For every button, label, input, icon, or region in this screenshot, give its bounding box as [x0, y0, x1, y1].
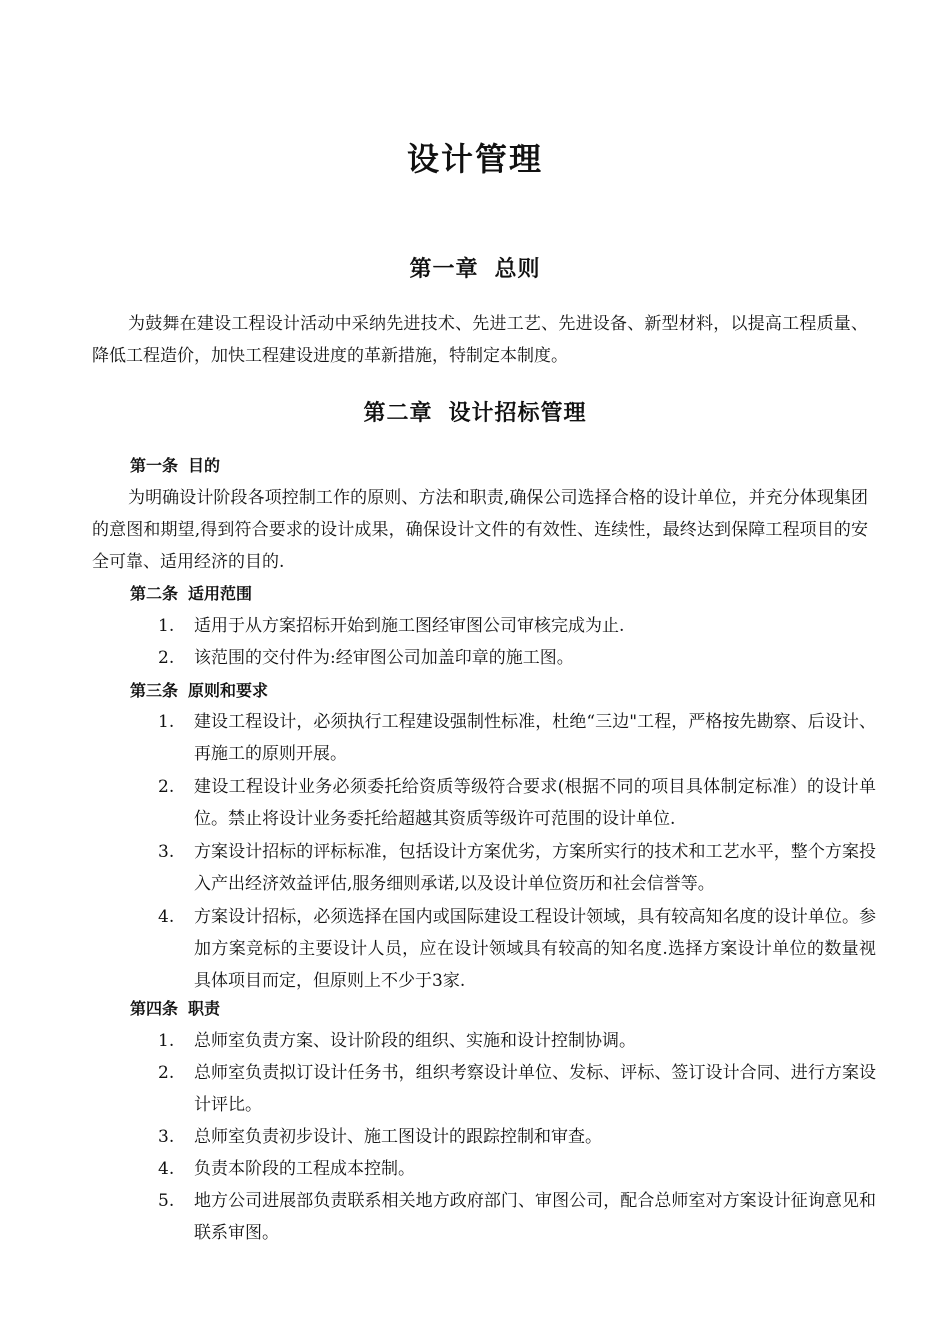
list-item-text: 建设工程设计，必须执行工程建设强制性标准，杜绝“三边"工程，严格按先勘察、后设计、再施工的原则开展。	[194, 712, 876, 764]
article-2-name: 适用范围	[188, 584, 253, 603]
chapter-1-paragraph: 为鼓舞在建设工程设计活动中采纳先进技术、先进工艺、先进设备、新型材料，以提高工程质量、降低工程造价，加快工程建设进度的革新措施，特制定本制度。	[92, 314, 868, 366]
list-item-number: 5.	[158, 1191, 175, 1211]
article-2-list	[158, 610, 876, 674]
list-item-number: 4.	[158, 1159, 175, 1179]
chapter-1-heading	[0, 253, 950, 285]
chapter-1-name: 总则	[494, 256, 541, 282]
list-item-text: 该范围的交付件为:经审图公司加盖印章的施工图。	[194, 648, 574, 668]
article-1-label: 第一条	[130, 456, 179, 475]
list-item	[158, 642, 876, 674]
list-item-text: 总师室负责方案、设计阶段的组织、实施和设计控制协调。	[194, 1031, 636, 1051]
list-item-text: 方案设计招标的评标标准，包括设计方案优劣，方案所实行的技术和工艺水平，整个方案投入产出经济效益评估,服务细则承诺,以及设计单位资历和社会信誉等。	[194, 842, 876, 894]
document-title: 设计管理	[406, 140, 543, 178]
article-4-label: 第四条	[130, 999, 179, 1018]
list-item-text: 负责本阶段的工程成本控制。	[194, 1159, 415, 1179]
list-item-number: 2.	[158, 777, 175, 797]
list-item-number: 3.	[158, 842, 175, 862]
article-3-list	[158, 706, 876, 998]
list-item-number: 1.	[158, 616, 175, 636]
list-item	[158, 610, 876, 642]
article-1-name: 目的	[188, 456, 221, 475]
list-item	[158, 1057, 876, 1121]
list-item-text: 建设工程设计业务必须委托给资质等级符合要求(根据不同的项目具体制定标准）的设计单位。禁止将设计业务委托给超越其资质等级许可范围的设计单位.	[194, 777, 876, 829]
list-item	[158, 1185, 876, 1249]
list-item-number: 2.	[158, 648, 175, 668]
article-3-label: 第三条	[130, 681, 179, 700]
chapter-2-heading	[0, 397, 950, 429]
list-item	[158, 706, 876, 770]
list-item-text: 总师室负责初步设计、施工图设计的跟踪控制和审查。	[194, 1127, 602, 1147]
list-item-text: 总师室负责拟订设计任务书，组织考察设计单位、发标、评标、签订设计合同、进行方案设计评比。	[194, 1063, 876, 1115]
list-item-number: 1.	[158, 712, 175, 732]
list-item-number: 1.	[158, 1031, 175, 1051]
list-item-number: 4.	[158, 907, 175, 927]
list-item-number: 2.	[158, 1063, 175, 1083]
article-2-label: 第二条	[130, 584, 179, 603]
list-item-text: 地方公司进展部负责联系相关地方政府部门、审图公司，配合总师室对方案设计征询意见和联系审图。	[194, 1191, 876, 1243]
article-4-name: 职责	[188, 999, 221, 1018]
list-item	[158, 1121, 876, 1153]
article-4-list	[158, 1025, 876, 1249]
list-item	[158, 1153, 876, 1185]
list-item	[158, 836, 876, 900]
list-item-text: 适用于从方案招标开始到施工图经审图公司审核完成为止.	[194, 616, 625, 636]
article-1-heading	[130, 452, 220, 480]
list-item-text: 方案设计招标，必须选择在国内或国际建设工程设计领域，具有较高知名度的设计单位。参加方案竞标的主要设计人员，应在设计领域具有较高的知名度.选择方案设计单位的数量视具体项目而定，但原则上不少于3家.	[194, 907, 876, 991]
chapter-2-label: 第二章	[363, 400, 433, 426]
article-3-heading	[130, 677, 268, 705]
article-4-heading	[130, 995, 220, 1023]
chapter-1-label: 第一章	[409, 256, 479, 282]
list-item-number: 3.	[158, 1127, 175, 1147]
article-1-paragraph: 为明确设计阶段各项控制工作的原则、方法和职责,确保公司选择合格的设计单位，并充分体现集团的意图和期望,得到符合要求的设计成果，确保设计文件的有效性、连续性，最终达到保障工程项目的安全可靠、适用经济的目的.	[92, 488, 868, 572]
article-3-name: 原则和要求	[188, 681, 269, 700]
chapter-2-name: 设计招标管理	[448, 400, 587, 426]
article-2-heading	[130, 580, 252, 608]
list-item	[158, 901, 876, 997]
list-item	[158, 1025, 876, 1057]
list-item	[158, 771, 876, 835]
